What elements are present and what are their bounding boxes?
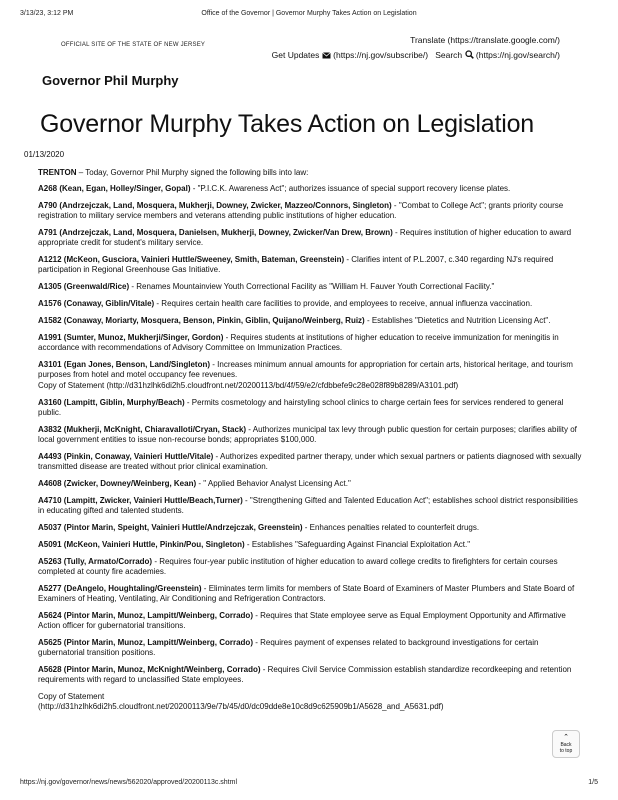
copy-of-statement-link-a5628[interactable]: Copy of Statement (http://d31hzlhk6di2h5.cloudfront.net/20200113/9e/7b/45/d0/dc09dde8e10c8d9c625909b1/A5628_and_A5631.pdf)	[38, 692, 444, 711]
bill-item: A5037 (Pintor Marin, Speight, Vainieri Huttle/Andrzejczak, Greenstein) - Enhances penalties related to counterfeit drugs.	[38, 523, 480, 532]
bill-item: A5628 (Pintor Marin, Munoz, McKnight/Weinberg, Corrado) - Requires Civil Service Commission establish standardize recordkeeping and retention requirements with regard to unclassified State employees.	[38, 665, 572, 684]
bill-item: A3832 (Mukherji, McKnight, Chiaravalloti/Cryan, Stack) - Authorizes municipal tax levy through public question for certain purposes; clarifies ability of local government entities to issue non-recourse bonds; appropriates $100,000.	[38, 425, 577, 444]
page-title: Governor Murphy Takes Action on Legislation	[40, 110, 535, 138]
envelope-icon	[322, 49, 331, 64]
official-site-text: OFFICIAL SITE OF THE STATE OF NEW JERSEY	[61, 42, 206, 48]
bill-item: A4608 (Zwicker, Downey/Weinberg, Kean) - " Applied Behavior Analyst Licensing Act."	[38, 479, 351, 488]
print-footer-url: https://nj.gov/governor/news/news/562020/approved/20200113c.shtml	[20, 779, 238, 786]
bill-item: A1576 (Conaway, Giblin/Vitale) - Requires certain health care facilities to provide, and employees to receive, annual influenza vaccination.	[38, 299, 533, 308]
chevron-up-icon: ⌃	[563, 734, 569, 741]
bill-item: A4493 (Pinkin, Conaway, Vainieri Huttle/Vitale) - Authorizes expedited partner therapy, under which sexual partners or patients diagnosed with sexually transmitted disease are treated without prior clinical examination.	[38, 452, 582, 471]
print-page-title: Office of the Governor | Governor Murphy Takes Action on Legislation	[201, 10, 417, 17]
copy-of-statement-link-a3101[interactable]: Copy of Statement (http://d31hzlhk6di2h5.cloudfront.net/20200113/bd/4f/59/e2/cfdbbefe9c28e028f89b8289/A3101.pdf)	[38, 381, 459, 390]
bill-item: A5091 (McKeon, Vainieri Huttle, Pinkin/Pou, Singleton) - Establishes "Safeguarding Against Financial Exploitation Act."	[38, 540, 471, 549]
bill-item: A5624 (Pintor Marin, Munoz, Lampitt/Weinberg, Corrado) - Requires that State employee serve as Equal Employment Opportunity and Affirmative Action officer for gubernatorial transitions.	[38, 611, 566, 630]
press-release-body	[38, 168, 586, 713]
intro-paragraph: TRENTON – Today, Governor Phil Murphy signed the following bills into law:	[38, 168, 309, 177]
bill-item: A1991 (Sumter, Munoz, Mukherji/Singer, Gordon) - Requires students at institutions of higher education to receive immunization for meningitis in accordance with recommendations of Advisory Committee on Immunization Practices.	[38, 333, 559, 352]
search-icon	[465, 49, 474, 64]
get-updates-link[interactable]: Get Updates (https://nj.gov/subscribe/)	[272, 50, 431, 60]
site-utility-links	[272, 33, 560, 64]
search-link[interactable]: Search (https://nj.gov/search/)	[435, 50, 560, 60]
governor-name-link[interactable]: Governor Phil Murphy	[42, 73, 179, 88]
bill-item: A1582 (Conaway, Moriarty, Mosquera, Benson, Pinkin, Giblin, Quijano/Weinberg, Ruiz) - Establishes "Dietetics and Nutrition Licensing Act".	[38, 316, 551, 325]
bill-item: A5625 (Pintor Marin, Munoz, Lampitt/Weinberg, Corrado) - Requires payment of expenses related to background investigations for certain gubernatorial transition positions.	[38, 638, 539, 657]
back-to-top-button[interactable]: ⌃ Back to top	[552, 730, 580, 758]
page-number: 1/5	[588, 779, 598, 786]
bill-item: A1212 (McKeon, Gusciora, Vainieri Huttle/Sweeney, Smith, Bateman, Greenstein) - Clarifies intent of P.L.2007, c.340 regarding NJ's required participation in Regional Greenhouse Gas Initiative.	[38, 255, 554, 274]
bill-item: A3101 (Egan Jones, Benson, Land/Singleton) - Increases minimum annual amounts for appropriation for certain arts, historical heritage, and tourism purposes from hotel and motel occupancy fee revenues.	[38, 360, 573, 379]
print-datetime: 3/13/23, 3:12 PM	[20, 10, 74, 17]
bill-item: A4710 (Lampitt, Zwicker, Vainieri Huttle/Beach,Turner) - "Strengthening Gifted and Talented Education Act"; establishes school district responsibilities in educating gifted and talented students.	[38, 496, 578, 515]
bill-item: A1305 (Greenwald/Rice) - Renames Mountainview Youth Correctional Facility as "William H. Fauver Youth Correctional Facility."	[38, 282, 495, 291]
translate-link[interactable]: Translate (https://translate.google.com/)	[410, 35, 560, 45]
bill-item: A791 (Andrzejczak, Land, Mosquera, Danielsen, Mukherji, Downey, Zwicker/Van Drew, Brown) - Requires institution of higher education to award appropriate credit for student's military service.	[38, 228, 572, 247]
bill-item: A5263 (Tully, Armato/Corrado) - Requires four-year public institution of higher education to award college credits to firefighters for certain courses completed at county fire academies.	[38, 557, 558, 576]
publish-date: 01/13/2020	[24, 150, 65, 159]
dateline: TRENTON	[38, 168, 77, 177]
bill-item: A790 (Andrzejczak, Land, Mosquera, Mukherji, Downey, Zwicker, Mazzeo/Connors, Singleton) - "Combat to College Act"; grants priority course registration to military service members and veterans attending public institutions of higher education.	[38, 201, 564, 220]
bill-item: A268 (Kean, Egan, Holley/Singer, Gopal) - "P.I.C.K. Awareness Act"; authorizes issuance of special support recovery license plates.	[38, 184, 511, 193]
bill-item: A3160 (Lampitt, Giblin, Murphy/Beach) - Permits cosmetology and hairstyling school clinics to charge certain fees for services rendered to general public.	[38, 398, 564, 417]
bill-item: A5277 (DeAngelo, Houghtaling/Greenstein) - Eliminates term limits for members of State Board of Examiners of Master Plumbers and State Board of Examiners of Heating, Ventilating, Air Conditioning and Refrigeration Contractors.	[38, 584, 575, 603]
